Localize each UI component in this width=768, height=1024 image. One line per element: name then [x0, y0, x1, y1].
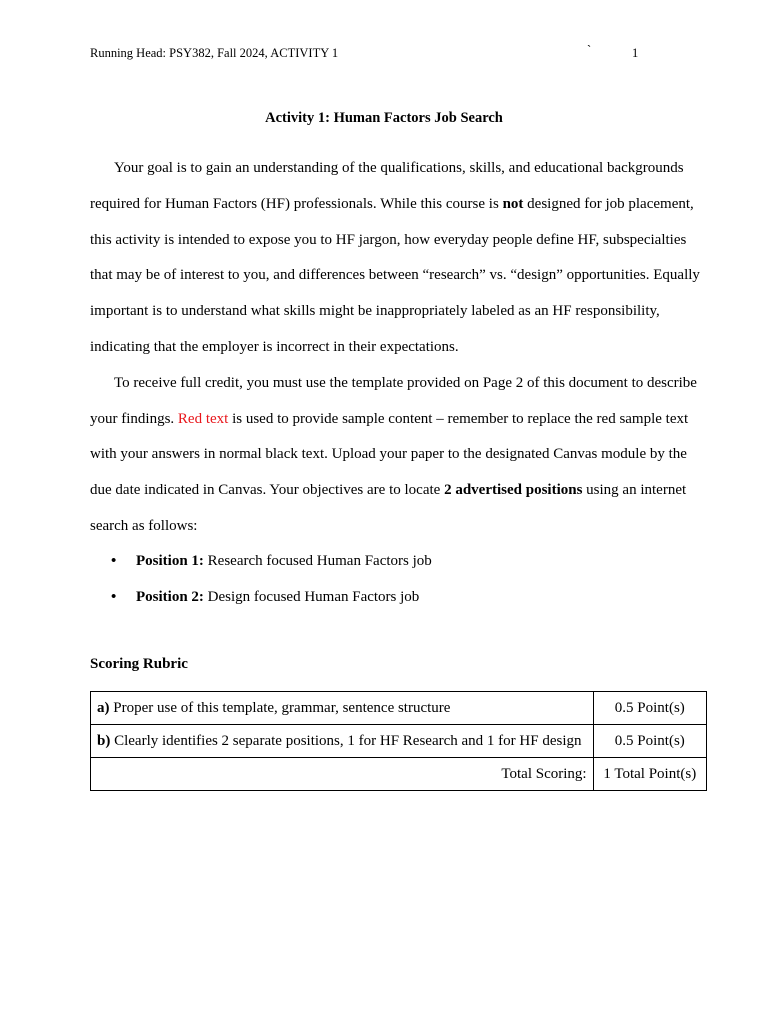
- table-row: [91, 725, 707, 758]
- table-row: [91, 758, 707, 791]
- rubric-heading: Scoring Rubric: [90, 656, 188, 672]
- emphasis-positions: 2 advertised positions: [444, 482, 583, 499]
- criterion-letter: b): [97, 732, 111, 749]
- position-description: Research focused Human Factors job: [203, 553, 432, 569]
- instructions-text-part2: is used to provide sample content – remember to replace the red sample text with your answers in normal black text. Upload your paper to the designated Canvas module by the due date indicated in Canvas. Your objectives are to locate: [90, 410, 689, 499]
- criterion-cell: [91, 692, 594, 725]
- rubric-table: [90, 691, 707, 791]
- intro-paragraph: [90, 151, 710, 366]
- instructions-text-part3: using an internet search as follows:: [90, 482, 687, 534]
- instructions-paragraph: [90, 366, 710, 545]
- criterion-cell: [91, 725, 594, 758]
- header-tick-mark: `: [587, 43, 592, 57]
- intro-text-part2: designed for job placement, this activity is intended to expose you to HF jargon, how everyday people define HF, subspecialties that may be of interest to you, and differences between “research” vs. “design” opportunities. Equally important is to understand what skills might be inappropriately labeled as an HF responsibility, indicating that the employer is incorrect in their expectations.: [90, 195, 700, 355]
- points-cell: 0.5 Point(s): [593, 725, 706, 758]
- instructions-text-part1: To receive full credit, you must use the template provided on Page 2 of this document to describe your findings.: [90, 374, 697, 427]
- bullet-icon: •: [111, 553, 117, 569]
- running-head: Running Head: PSY382, Fall 2024, ACTIVITY 1: [90, 46, 339, 60]
- emphasis-not: not: [502, 195, 524, 212]
- total-label-cell: Total Scoring:: [91, 758, 594, 791]
- red-text-sample: Red text: [177, 410, 229, 427]
- bullet-icon: •: [111, 588, 117, 605]
- page-number: 1: [632, 46, 639, 60]
- list-item: [90, 580, 432, 616]
- points-cell: 0.5 Point(s): [593, 692, 706, 725]
- position-list: [90, 544, 432, 615]
- criterion-letter: a): [97, 699, 110, 716]
- position-label: Position 1:: [136, 553, 204, 569]
- position-label: Position 2:: [136, 588, 204, 605]
- intro-text-part1: Your goal is to gain an understanding of the qualifications, skills, and educational backgrounds required for Human Factors (HF) professionals. While this course is: [90, 160, 684, 212]
- position-description: Design focused Human Factors job: [203, 588, 420, 605]
- document-body: [90, 151, 710, 545]
- document-title: Activity 1: Human Factors Job Search: [265, 110, 503, 126]
- list-item: [90, 544, 432, 580]
- table-row: [91, 692, 707, 725]
- criterion-text: Clearly identifies 2 separate positions, 1 for HF Research and 1 for HF design: [110, 732, 582, 749]
- total-points-cell: 1 Total Point(s): [593, 758, 706, 791]
- criterion-text: Proper use of this template, grammar, sentence structure: [109, 699, 451, 716]
